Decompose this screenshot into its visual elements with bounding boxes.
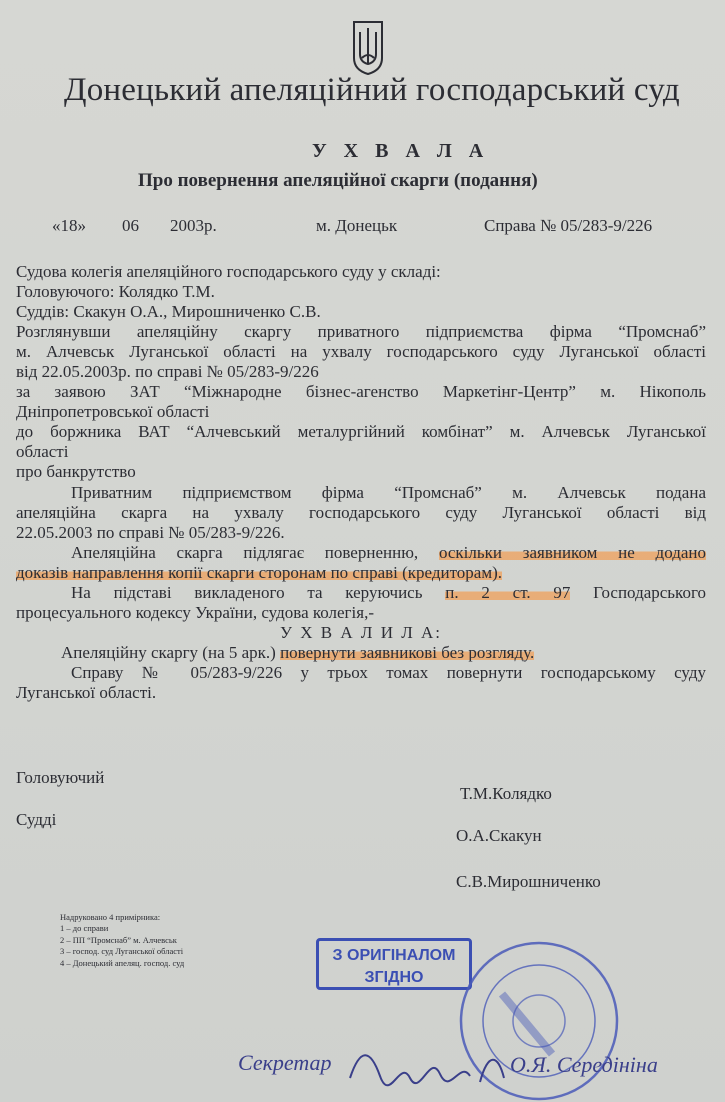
body-line — [16, 643, 706, 663]
presiding-label: Головуючий — [16, 768, 105, 787]
body-line — [16, 583, 706, 603]
copies-item: 4 – Донецький апеляц. господ. суд — [60, 957, 185, 968]
copies-list — [60, 912, 184, 969]
stamp-line-2: ЗГІДНО — [364, 969, 424, 986]
body-line: Судова колегія апеляційного господарського суду у складі: — [16, 262, 441, 281]
date-day: «18» — [52, 216, 86, 235]
highlighted-text: п. 2 ст. 97 — [445, 582, 571, 602]
body-line: Приватним підприємством фірма “Промснаб” м. Алчевськ подана — [71, 482, 706, 502]
body-text: Апеляційну скаргу (на 5 арк.) — [61, 642, 276, 662]
copies-item: 3 – господ. суд Луганської області — [60, 946, 184, 957]
body-line: Головуючого: Колядко Т.М. — [16, 282, 215, 302]
highlighted-text: повернути заявникові без розгляду. — [280, 642, 535, 662]
body-line — [16, 543, 706, 563]
copies-item: 2 – ПП “Промснаб” м. Алчевськ — [60, 934, 177, 945]
body-line: області — [16, 442, 69, 462]
resolved-heading: У Х В А Л И Л А: — [279, 622, 442, 642]
copies-item: 1 – до справи — [60, 923, 109, 934]
city: м. Донецьк — [316, 216, 398, 235]
body-line: від 22.05.2003р. по справі № 05/283-9/226 — [16, 362, 319, 382]
judges-label: Судді — [16, 810, 57, 829]
body-line: Розглянувши апеляційну скаргу приватного підприємства фірма “Промснаб” — [16, 322, 706, 342]
body-line — [16, 563, 706, 583]
body-line: 22.05.2003 по справі № 05/283-9/226. — [16, 522, 285, 542]
stamp-line-1: З ОРИГІНАЛОМ — [332, 947, 456, 964]
body-text: На підставі викладеного та керуючись — [71, 582, 423, 602]
court-name: Донецький апеляційний господарський суд — [64, 72, 680, 108]
date-year: 2003р. — [170, 216, 217, 235]
highlighted-text: доказів направлення копії скарги сторонам по справі (кредиторам). — [16, 562, 503, 582]
copies-heading: Надруковано 4 примірника: — [60, 912, 161, 922]
body-line: апеляційна скарга на ухвалу господарського суду Луганської області від — [16, 502, 706, 522]
document-subtitle: Про повернення апеляційної скарги (подання) — [138, 170, 538, 191]
body-line: Луганської області. — [16, 682, 157, 702]
document-body — [16, 262, 706, 703]
body-text: Господарського — [593, 582, 707, 602]
date-month: 06 — [122, 216, 139, 235]
judge-name-2: С.В.Мирошниченко — [456, 872, 601, 891]
body-line: Суддів: Скакун О.А., Мирошниченко С.В. — [16, 302, 321, 322]
highlighted-text: оскільки заявником не додано — [438, 542, 707, 562]
judge-name-1: О.А.Скакун — [456, 826, 542, 845]
case-number: Справа № 05/283-9/226 — [484, 216, 653, 235]
secretary-label: Секретар — [238, 1050, 332, 1075]
body-line: Дніпропетровської області — [16, 402, 210, 422]
body-line: Справу № 05/283-9/226 у трьох томах повернути господарському суду — [71, 662, 706, 682]
body-line: за заявою ЗАТ “Міжнародне бізнес-агенство Маркетінг-Центр” м. Нікополь — [16, 382, 706, 402]
body-line: про банкрутство — [16, 462, 136, 482]
trident-icon — [348, 18, 388, 76]
body-line: до боржника ВАТ “Алчевський металургійний комбінат” м. Алчевськ Луганської — [16, 422, 706, 442]
body-line: процесуального кодексу України, судова колегія,- — [16, 602, 374, 622]
certified-copy-stamp — [316, 938, 472, 990]
presiding-name: Т.М.Колядко — [460, 784, 552, 803]
secretary-name: О.Я. Середініна — [510, 1052, 658, 1077]
body-text: Апеляційна скарга підлягає поверненню, — [71, 542, 419, 562]
body-line: м. Алчевськ Луганської області на ухвалу господарського суду Луганської області — [16, 342, 706, 362]
document-title: У Х В А Л А — [312, 140, 490, 162]
